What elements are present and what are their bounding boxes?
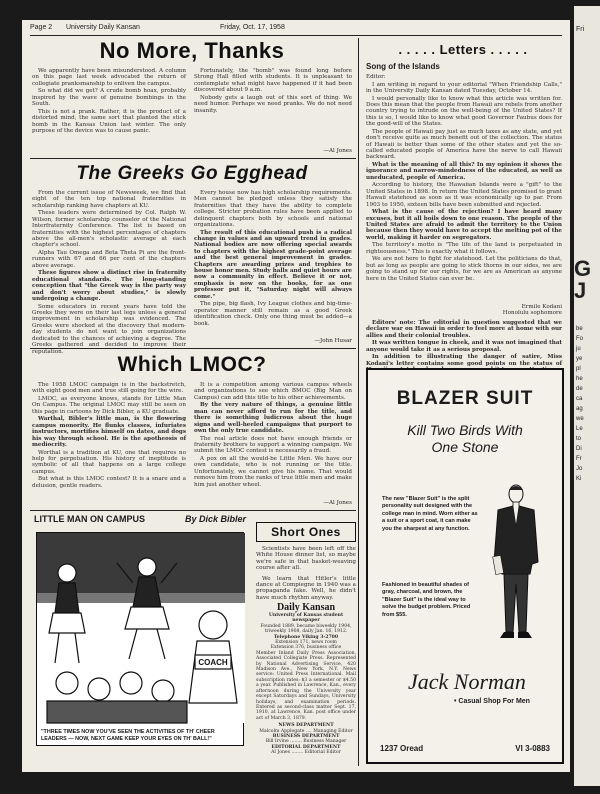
paragraph: Editors' note: The editorial in question suggested that we declare war on Hawaii in order to feel more at home with our allies and their colonial troubles.	[366, 320, 562, 339]
page-fragment: he	[576, 376, 583, 382]
paragraph: I am writing in regard to your editorial "When Friendship Calls," in the University Daily Kansan dated Tuesday, October 14.	[366, 81, 562, 94]
paragraph: By the very nature of things, a genuine little man can never afford to run for the title, and there is something ludicrous about the huge signs and well-heeled campaigns that purport to own the only true candidate.	[194, 402, 352, 435]
short-ones-headline: Short Ones	[271, 525, 341, 539]
paragraph: What is the meaning of all this? In my opinion it shows the ignorance and narrow-mindedness of the educated, as well as uneducated, people of America.	[366, 162, 562, 181]
coach-sign: COACH	[198, 658, 228, 667]
paragraph: Some educators in recent years have told the Greeks they were on their last legs unless a general improvement in scholarship was evidenced. The Greeks were shocked at the discovery that modern-day students do not want to join organizations dedicated to the chances of achieving a degree. The Greeks gathered and decided to improve their reputation.	[32, 303, 186, 355]
masthead-body: Member Inland Daily Press Association, Associated Collegiate Press. Represented by National Advertising Service, 420 Madison Ave., New York, N.Y. News service: United Press International. Mail subscription rates: $3 a semester or $4.50 a year. Published in Lawrence, Kan., every afternoon during the University year except Saturdays and Sundays, University holidays, and examination periods. Entered as second-class matter Sept. 17, 1910, at Lawrence, Kan. post office under act of March 3, 1879.	[256, 650, 356, 721]
masthead	[256, 602, 356, 766]
paragraph: Nobody gets a laugh out of this sort of thing. We need humor. Perhaps we need pranks. We do not need insanity.	[194, 94, 352, 114]
page-fragment: be	[576, 326, 583, 332]
brand-logo: Jack Norman	[408, 669, 526, 694]
paragraph: This is not a prank. Rather, it is the product of a distorted mind, the same sort that planted the stick bomb in the Kansas Union last winter. The only purpose of the device was to cause panic.	[32, 108, 186, 135]
cartoon-byline: By Dick Bibler	[184, 514, 246, 524]
paragraph: What is the cause of the rejection? I have heard many excuses, but it all boils down to one reason. The people of the United States are afraid to admit the territory to the Union because then they would have to accept the melting pot of the world, making it harder on segregators.	[366, 209, 562, 241]
paragraph: The result of this educational push is a radical change in values and an upward trend in grades. National bodies are now offering special awards to chapters with the highest grade-point average and the best general improvement in grades. Chapters are awarding prizes and trophies to house honor men. Study halls and quiet hours are now a community in effect. Believe it or not, emphasis is now on the books, for as one professor put it, "Saturday night will always come."	[194, 229, 352, 300]
page-fragment: Fo	[576, 336, 584, 342]
editorial-greeks-col1	[32, 190, 186, 355]
masthead-title: Daily Kansan	[276, 602, 336, 613]
paragraph: But what is this LMOC contest? It is a snare and a delusion, gentle readers.	[32, 476, 186, 489]
page-number: Page 2	[30, 24, 53, 31]
ad-copy-2: Fashioned in beautiful shades of gray, charcoal, and brown, the "Blazer Suit" is the ideal way to solve the budget problem. Priced from $55.	[382, 582, 471, 618]
paragraph: A pox on all the would-be Little Men. We have our own candidate, who is not running or the title. Unfortunately, we cannot give his name. That would remove him from the ranks of true little men and make him just another wheel.	[194, 456, 352, 488]
cartoon-panel	[36, 532, 244, 746]
short-ones-body	[256, 546, 356, 601]
letter-signoff	[366, 304, 562, 317]
editorial-headline-lmoc: Which LMOC?	[117, 353, 267, 376]
paragraph: Every house now has high scholarship requirements. Men cannot be pledged unless they satisfy the fraternities that they have the ability to complete college. Stricter probation rules have been applied to delinquent chapters both by schools and national organizations.	[194, 190, 352, 229]
page-fragment: ju	[576, 346, 581, 352]
editorial-headline-no-more-thanks: No More, Thanks	[99, 38, 285, 63]
paragraph: According to history, the Hawaiian Islands were a "gift" to the United States in 1898. In return the United States promised to grant Hawaii statehood as soon as it was economically up to par. From 1903 to 1950, sixteen bills have been submitted and rejected.	[366, 182, 562, 208]
page-fragment: J	[574, 278, 587, 303]
ad-subtitle-line2: One Stone	[431, 439, 499, 455]
paragraph: Fortunately, the "bomb" was found long before Strong Hall filled with students. It is unpleasant to contemplate what might have happened if it had been discovered about 9 a.m.	[194, 68, 352, 94]
page-fragment: G	[574, 256, 592, 281]
page-fragment: pl	[576, 366, 581, 372]
paragraph: The people of Hawaii pay just as much taxes as any state, and yet don't receive quite as much benefit out of the collection. The status of Hawaii is better than some of the other states and yet the so-called educated people of America have the nerve to call Hawaii backward.	[366, 128, 562, 161]
adjacent-page-edge	[574, 6, 600, 786]
page-fragment: we	[576, 416, 584, 422]
ad-title: BLAZER SUIT	[396, 388, 534, 409]
paragraph: The 1958 LMOC campaign is in the backstretch, with eight good men and true still going for the wire.	[32, 382, 186, 395]
masthead-staff: Al Jones ........ Editorial Editor	[271, 750, 341, 756]
masthead-telephone: Telephone Viking 3-2700	[273, 634, 339, 640]
paragraph: Warthal, Bibler's little man, is the flowering campus monority. He flunks classes, infuriates instructors, mortifies himself on dates, and dogs his way through school. He is the apotheosis of mediocrity.	[32, 416, 186, 449]
paragraph: In addition to illustrating the danger of satire, Miss Kodani's letter contains some good points on the status of	[366, 354, 562, 367]
newspaper-page	[22, 20, 570, 772]
paragraph: It is a competition among various campus wheels and organizations to see which BMOC (Big Man on Campus) can add this title to his other achievements.	[194, 382, 352, 401]
cartoon-title: LITTLE MAN ON CAMPUS	[34, 514, 145, 524]
masthead-staff: Bill Irvine ........ Business Manager	[265, 739, 347, 745]
masthead-ext: Extension 171, news room	[275, 640, 337, 646]
masthead-dept: EDITORIAL DEPARTMENT	[271, 744, 341, 750]
cartoon-header	[34, 514, 246, 524]
paper-name: University Daily Kansan	[66, 24, 140, 31]
letters-headline: . . . . . Letters . . . . .	[398, 42, 528, 57]
folio-line	[30, 24, 562, 34]
paragraph: The real article does not have enough friends or fraternity brothers to support a winning campaign. We submit the LMOC contest is necessarily a fraud.	[194, 435, 352, 455]
paragraph: From the current issue of Newsweek, we find that eight of the ten top national fraternities in scholarship ranking have chapters at KU.	[32, 190, 186, 209]
letter-writer-info: Honolulu sophomore	[502, 310, 562, 317]
paragraph: The pipe, big flash, Ivy League clothes and big-time-operator manner still remain as a good Greek identification check. Only one thing must be added—a book.	[194, 301, 352, 327]
ad-subtitle-line1: Kill Two Birds With	[407, 422, 523, 438]
page-fragment: de	[576, 386, 583, 392]
paragraph: The territory's motto is "The life of the land is perpetuated in righteousness." This is exactly what it follows.	[366, 242, 562, 255]
editorial-headline-greeks: The Greeks Go Egghead	[76, 163, 308, 184]
cartoon-illustration	[37, 533, 245, 723]
masthead-subtitle: University of Kansas student newspaper	[268, 613, 344, 624]
editors-note	[366, 320, 562, 367]
paragraph: These leaders were determined by Col. Ralph W. Wilson, former scholarship counselor of the National Interfraternity Conference. The list is based on fraternities with the highest percentages of chapters above the all-men's scholastic average at each chapter's school.	[32, 210, 186, 249]
letter-writer: Ermile Kodani	[521, 304, 562, 310]
ad-copy-1: The new "Blazer Suit" is the split personality suit designed with the college man in mind. Worn either as a suit or a sport coat, it can make you the sharpest at any function.	[382, 496, 478, 532]
short-ones-box	[256, 522, 356, 602]
paragraph: LMOC, as everyone knows, stands for Little Man On Campus. The original LMOC may still be seen on this page in cartoons by Dick Bibler, a KU graduate.	[32, 396, 186, 415]
brand-tagline: • Casual Shop For Men	[454, 698, 530, 705]
letter-body	[366, 74, 562, 306]
page-fragment: Ki	[576, 476, 582, 482]
page-fragment: Fri	[576, 26, 585, 33]
paragraph: We apparently have been misunderstood. A column on this page last week advocated the return of collegiate pranksmanship to enliven the campus.	[32, 68, 186, 87]
page-fragment: to	[576, 436, 582, 442]
editorial-no-more-thanks-col2	[194, 68, 352, 150]
paragraph: Alpha Tau Omega and Beta Theta Pi are the front-runners with 67 and 66 per cent of the chapters above average.	[32, 250, 186, 269]
masthead-dept: BUSINESS DEPARTMENT	[272, 733, 340, 739]
page-fragment: Fr	[576, 456, 582, 462]
editorial-lmoc-col2	[194, 382, 352, 500]
signature: —John Husar	[314, 338, 352, 344]
issue-date: Friday, Oct. 17, 1958	[220, 24, 285, 31]
page-fragment: ca	[576, 396, 583, 402]
paragraph: These figures show a distinct rise in fraternity educational standards. The long-standing conception that "the Greek way is the party way and don't worry about studies," is slowly undergoing a change.	[32, 270, 186, 303]
man-in-suit-illustration	[480, 482, 552, 646]
store-address: 1237 Oread	[380, 744, 424, 753]
paragraph: So what did we get? A crude bomb hoax, probably inspired by the wave of genuine bombings in the South.	[32, 88, 186, 108]
page-fragment: Le	[576, 426, 583, 432]
masthead-founded: Founded 1889, became biweekly 1904, triweekly 1908, daily Jan. 16, 1912.	[260, 623, 352, 635]
paragraph: Worthal is a tradition at KU, one that requires no help for perpetuation. His history of ineptitude is symbolic of all that happens on a large college campus.	[32, 449, 186, 475]
letter-title: Song of the Islands	[366, 62, 440, 71]
signature: —Al Jones	[323, 500, 352, 506]
paragraph: It was written tongue in cheek, and it was not imagined that anyone would take it as a serious proposal.	[366, 340, 562, 353]
short-item: We learn that Hitler's little dance at Compiegne in 1940 was a propaganda fake. Well, he didn't have much rhythm anyway.	[256, 575, 356, 601]
blazer-suit-ad	[366, 368, 564, 764]
cartoon-caption: "THREE TIMES NOW YOU'VE SEEN THE ACTIVITIES OF TH' CHEER LEADERS — NOW, NEXT GAME KEEP YOUR EYES ON TH' BALL!"	[41, 729, 215, 742]
masthead-staff: Malcolm Applegate .... Managing Editor	[259, 728, 353, 734]
short-item: Scientists have been left off the White House dinner list, so maybe we're safe in that basket-weaving course after all.	[256, 546, 356, 572]
masthead-dept: NEWS DEPARTMENT	[278, 723, 334, 729]
page-fragment: Di	[576, 446, 582, 452]
paragraph: We are not here to fight for statehood. Let the politicians do that, but as long as people are going to stick thorns in our sides, we are going to stand up for our rights, for we are as American as anyone here in the United States can ever be.	[366, 256, 562, 282]
page-fragment: ag	[576, 406, 583, 412]
paragraph: I would personally like to know what this article was written for. Does this mean that the people from Hawaii are rebels from another country trying to intrude on the well-being of the United States? If this is so, I would like to know what good Governor Faubus does for the good-will of the States.	[366, 95, 562, 128]
signature: —Al Jones	[323, 148, 352, 154]
editorial-lmoc-col1	[32, 382, 186, 504]
masthead-ext: Extension 376, business office	[270, 645, 342, 651]
page-fragment: ye	[576, 356, 583, 362]
page-fragment: Jo	[576, 466, 583, 472]
store-phone: VI 3-0883	[515, 744, 550, 753]
salutation: Editor:	[366, 74, 386, 80]
editorial-greeks-col2	[194, 190, 352, 338]
editorial-no-more-thanks-col1	[32, 68, 186, 154]
